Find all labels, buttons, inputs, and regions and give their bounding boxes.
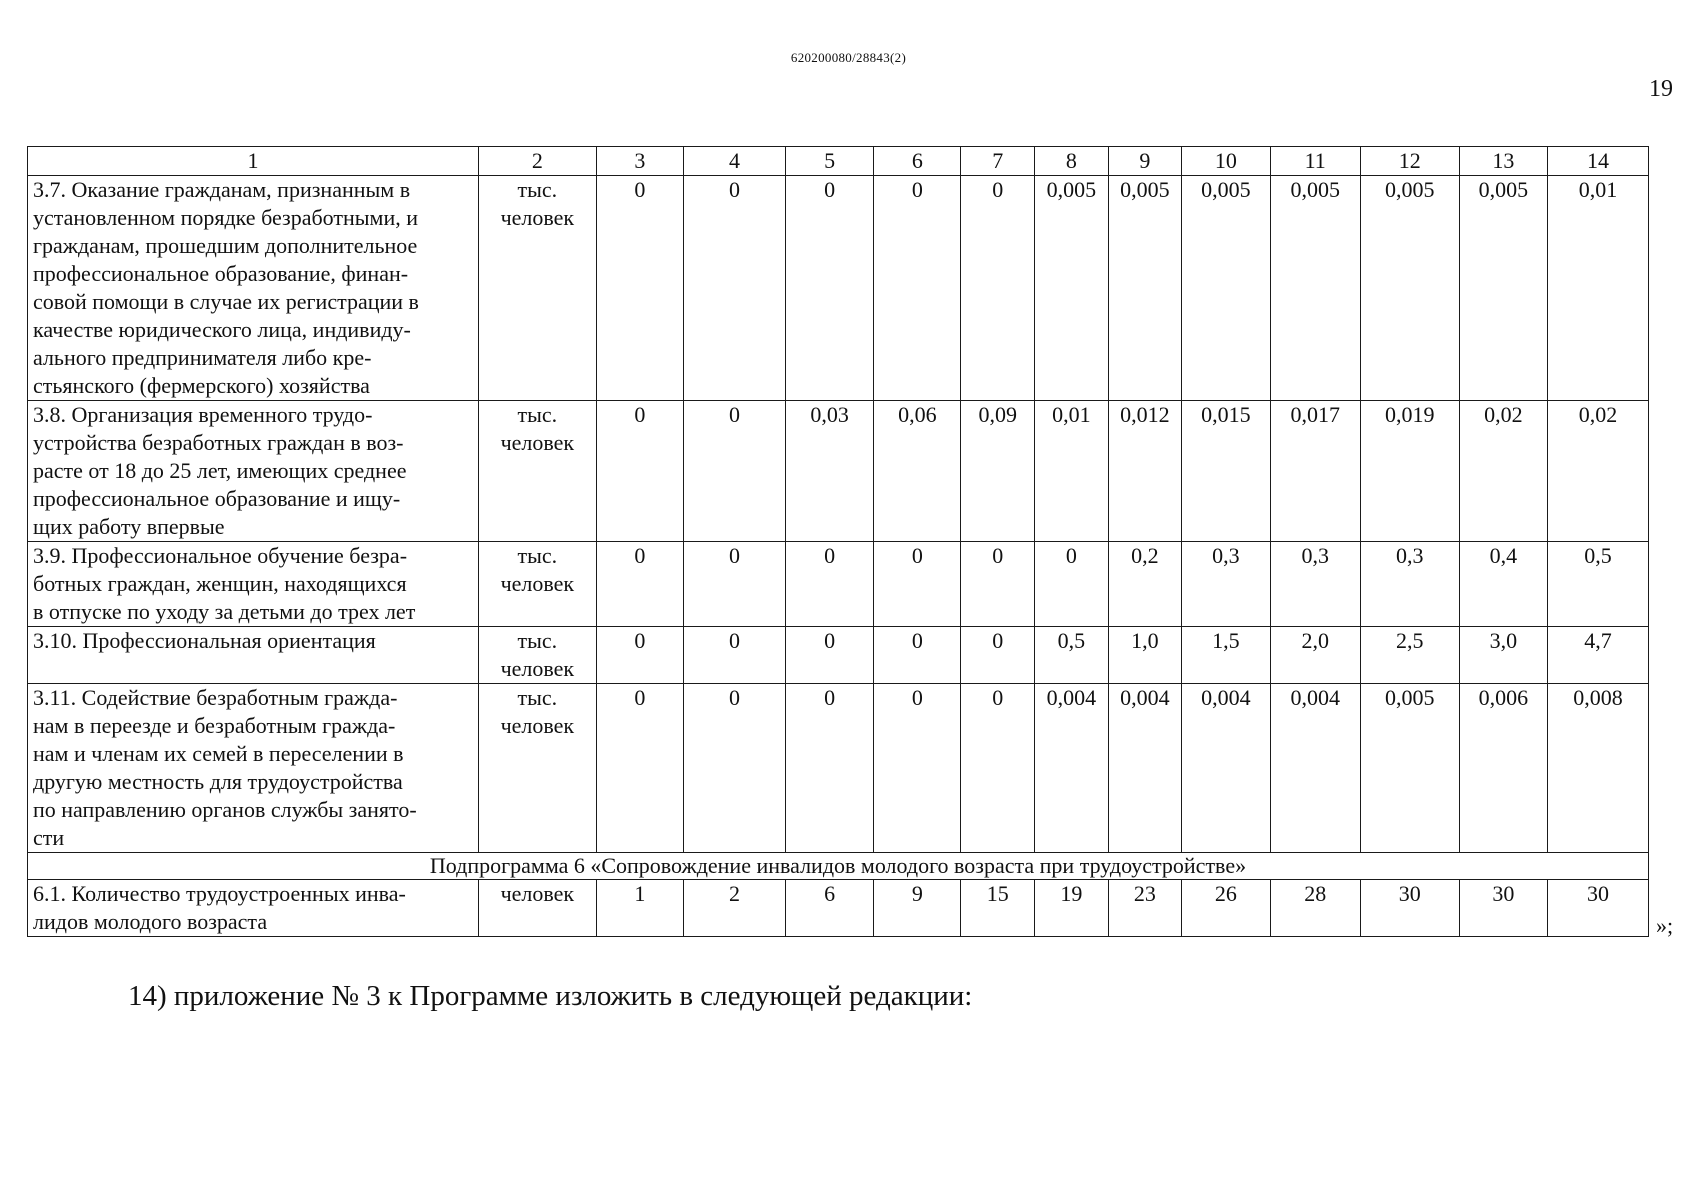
cell-line: другую местность для трудоустройства — [33, 769, 403, 794]
value-cell: 0 — [683, 684, 785, 853]
value-cell: 0,004 — [1108, 684, 1182, 853]
value-cell: 0,2 — [1108, 542, 1182, 627]
value-cell: 0,3 — [1270, 542, 1360, 627]
value-cell: 0,005 — [1182, 176, 1270, 401]
value-cell: 23 — [1108, 880, 1182, 937]
value-cell: 1,0 — [1108, 627, 1182, 684]
header-cell: 4 — [683, 147, 785, 176]
cell-line: 3.7. Оказание гражданам, признанным в — [33, 177, 411, 202]
value-cell: 0 — [961, 542, 1035, 627]
value-cell: 0 — [1035, 542, 1109, 627]
unit-cell — [478, 684, 596, 853]
value-cell: 4,7 — [1548, 627, 1649, 684]
value-cell: 0 — [785, 176, 873, 401]
value-cell: 0,5 — [1548, 542, 1649, 627]
unit-cell — [478, 401, 596, 542]
value-cell: 0,005 — [1459, 176, 1547, 401]
value-cell: 0 — [596, 401, 683, 542]
indicators-table — [27, 146, 1649, 937]
cell-line: качестве юридического лица, индивиду- — [33, 317, 411, 342]
value-cell: 0,004 — [1035, 684, 1109, 853]
value-cell: 0,4 — [1459, 542, 1547, 627]
value-cell: 0 — [961, 176, 1035, 401]
value-cell: 0,02 — [1459, 401, 1547, 542]
cell-line: нам и членам их семей в переселении в — [33, 741, 404, 766]
value-cell: 3,0 — [1459, 627, 1547, 684]
value-cell: 2,0 — [1270, 627, 1360, 684]
header-cell: 1 — [28, 147, 479, 176]
cell-line: 6.1. Количество трудоустроенных инва- — [33, 881, 406, 906]
value-cell: 0,005 — [1360, 684, 1459, 853]
unit-cell — [478, 176, 596, 401]
value-cell: 0,004 — [1182, 684, 1270, 853]
cell-line: щих работу впервые — [33, 514, 225, 539]
value-cell: 0,005 — [1360, 176, 1459, 401]
cell-line: человек — [500, 430, 575, 455]
cell-line: тыс. — [517, 177, 558, 202]
value-cell: 1 — [596, 880, 683, 937]
indicator-name-cell — [28, 542, 479, 627]
instruction-text: 14) приложение № 3 к Программе изложить в следующей редакции: — [128, 980, 973, 1012]
header-cell: 3 — [596, 147, 683, 176]
cell-line: сти — [33, 825, 65, 850]
cell-line: стьянского (фермерского) хозяйства — [33, 373, 370, 398]
value-cell: 0 — [596, 176, 683, 401]
value-cell: 0,01 — [1035, 401, 1109, 542]
value-cell: 2 — [683, 880, 785, 937]
header-cell: 6 — [874, 147, 961, 176]
value-cell: 0,004 — [1270, 684, 1360, 853]
header-cell: 9 — [1108, 147, 1182, 176]
value-cell: 0 — [683, 627, 785, 684]
value-cell: 0,005 — [1035, 176, 1109, 401]
cell-line: тыс. — [517, 628, 558, 653]
header-cell: 14 — [1548, 147, 1649, 176]
cell-line: человек — [500, 713, 575, 738]
cell-line: 3.10. Профессиональная ориентация — [33, 628, 376, 653]
cell-line: по направлению органов службы занято- — [33, 797, 417, 822]
value-cell: 9 — [874, 880, 961, 937]
cell-line: тыс. — [517, 685, 558, 710]
header-cell: 12 — [1360, 147, 1459, 176]
value-cell: 28 — [1270, 880, 1360, 937]
indicator-name-cell — [28, 176, 479, 401]
cell-line: человек — [500, 571, 575, 596]
cell-line: лидов молодого возраста — [33, 909, 268, 934]
indicator-name-cell — [28, 627, 479, 684]
cell-line: 3.11. Содействие безработным гражда- — [33, 685, 398, 710]
cell-line: гражданам, прошедшим дополнительное — [33, 233, 418, 258]
table-row — [28, 880, 1649, 937]
value-cell: 0 — [683, 542, 785, 627]
value-cell: 0 — [874, 627, 961, 684]
value-cell: 0,012 — [1108, 401, 1182, 542]
value-cell: 19 — [1035, 880, 1109, 937]
table-body — [28, 176, 1649, 937]
cell-line: профессиональное образование, финан- — [33, 261, 409, 286]
value-cell: 0 — [961, 627, 1035, 684]
value-cell: 6 — [785, 880, 873, 937]
value-cell: 0,01 — [1548, 176, 1649, 401]
value-cell: 0 — [785, 627, 873, 684]
value-cell: 0 — [596, 684, 683, 853]
value-cell: 0,09 — [961, 401, 1035, 542]
value-cell: 0,005 — [1270, 176, 1360, 401]
value-cell: 0,03 — [785, 401, 873, 542]
table-row — [28, 401, 1649, 542]
value-cell: 0 — [785, 684, 873, 853]
value-cell: 0 — [596, 542, 683, 627]
unit-cell — [478, 880, 596, 937]
value-cell: 0 — [683, 176, 785, 401]
value-cell: 0 — [961, 684, 1035, 853]
value-cell: 0,017 — [1270, 401, 1360, 542]
value-cell: 0 — [596, 627, 683, 684]
value-cell: 0,02 — [1548, 401, 1649, 542]
closing-quote-mark: »; — [1656, 913, 1674, 938]
cell-line: в отпуске по уходу за детьми до трех лет — [33, 599, 416, 624]
cell-line: тыс. — [517, 543, 558, 568]
value-cell: 0,5 — [1035, 627, 1109, 684]
cell-line: устройства безработных граждан в воз- — [33, 430, 404, 455]
table-row — [28, 542, 1649, 627]
cell-line: тыс. — [517, 402, 558, 427]
value-cell: 0,015 — [1182, 401, 1270, 542]
subprogram-title: Подпрограмма 6 «Сопровождение инвалидов молодого возраста при трудоустройстве» — [28, 853, 1649, 880]
cell-line: человек — [500, 205, 575, 230]
unit-cell — [478, 627, 596, 684]
value-cell: 15 — [961, 880, 1035, 937]
document-id: 620200080/28843(2) — [790, 50, 907, 65]
value-cell: 2,5 — [1360, 627, 1459, 684]
page-number: 19 — [1649, 76, 1673, 102]
value-cell: 30 — [1360, 880, 1459, 937]
value-cell: 0,3 — [1182, 542, 1270, 627]
value-cell: 0,3 — [1360, 542, 1459, 627]
header-cell: 10 — [1182, 147, 1270, 176]
value-cell: 0 — [874, 542, 961, 627]
cell-line: нам в переезде и безработным гражда- — [33, 713, 396, 738]
value-cell: 0 — [785, 542, 873, 627]
value-cell: 1,5 — [1182, 627, 1270, 684]
cell-line: ботных граждан, женщин, находящихся — [33, 571, 407, 596]
header-cell: 8 — [1035, 147, 1109, 176]
cell-line: 3.9. Профессиональное обучение безра- — [33, 543, 408, 568]
value-cell: 0 — [683, 401, 785, 542]
value-cell: 30 — [1548, 880, 1649, 937]
header-cell: 5 — [785, 147, 873, 176]
cell-line: профессиональное образование и ищу- — [33, 486, 401, 511]
value-cell: 0,06 — [874, 401, 961, 542]
subprogram-row — [28, 853, 1649, 880]
header-cell: 11 — [1270, 147, 1360, 176]
cell-line: расте от 18 до 25 лет, имеющих среднее — [33, 458, 407, 483]
cell-line: человек — [500, 881, 575, 906]
cell-line: установленном порядке безработными, и — [33, 205, 418, 230]
value-cell: 30 — [1459, 880, 1547, 937]
cell-line: 3.8. Организация временного трудо- — [33, 402, 373, 427]
value-cell: 0,006 — [1459, 684, 1547, 853]
value-cell: 0 — [874, 684, 961, 853]
cell-line: ального предпринимателя либо кре- — [33, 345, 372, 370]
header-cell: 13 — [1459, 147, 1547, 176]
value-cell: 0,008 — [1548, 684, 1649, 853]
cell-line: совой помощи в случае их регистрации в — [33, 289, 419, 314]
header-cell: 7 — [961, 147, 1035, 176]
indicator-name-cell — [28, 684, 479, 853]
value-cell: 0,019 — [1360, 401, 1459, 542]
table-row — [28, 684, 1649, 853]
value-cell: 26 — [1182, 880, 1270, 937]
header-cell: 2 — [478, 147, 596, 176]
unit-cell — [478, 542, 596, 627]
cell-line: человек — [500, 656, 575, 681]
value-cell: 0 — [874, 176, 961, 401]
indicator-name-cell — [28, 880, 479, 937]
indicator-name-cell — [28, 401, 479, 542]
value-cell: 0,005 — [1108, 176, 1182, 401]
table-row — [28, 627, 1649, 684]
table-row — [28, 176, 1649, 401]
header-row — [28, 147, 1649, 176]
